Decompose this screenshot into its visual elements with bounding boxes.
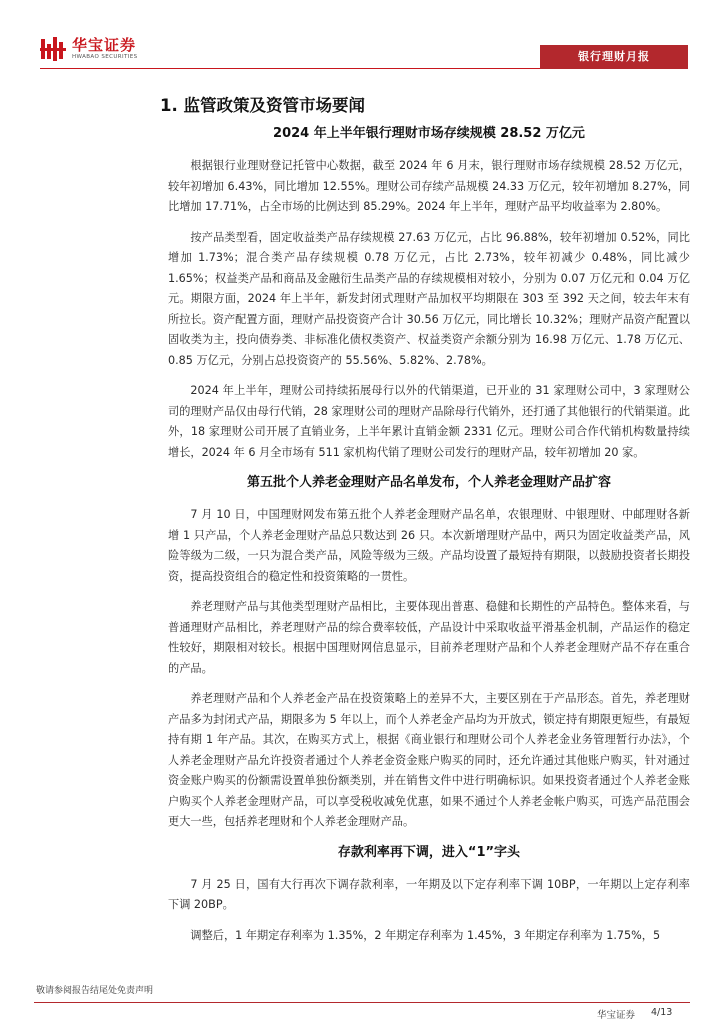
footer-divider bbox=[34, 1002, 690, 1003]
hwabao-logo-icon bbox=[40, 36, 66, 62]
news-subheading: 2024 年上半年银行理财市场存续规模 28.52 万亿元 bbox=[273, 126, 585, 141]
paragraph: 根据银行业理财登记托管中心数据，截至 2024 年 6 月末，银行理财市场存续规模 28.52 万亿元，较年初增加 6.43%，同比增加 12.55%。理财公司存续产品规模 24.33 万亿元，较年初增加 8.27%，同比增加 17.71%，占全市场的比例达到 85.29%。2024 年上半年，理财产品平均收益率为 2.80%。 bbox=[168, 159, 690, 213]
paragraph: 养老理财产品和个人养老金产品在投资策略上的差异不大，主要区别在于产品形态。首先，养老理财产品多为封闭式产品，期限多为 5 年以上，而个人养老金产品均为开放式，锁定持有期限更短些，有最短持有期 1 年产品。其次，在购买方式上，根据《商业银行和理财公司个人养老金业务管理暂行办法》，个人养老金理财产品允许投资者通过个人养老金资金账户购买的同时，还允许通过其他账户购买，针对通过资金账户购买的份额需设置单独份额类别，并在销售文件中进行明确标识。如果投资者通过个人养老金账户购买个人养老金理财产品，可以享受税收减免优惠，如果不通过个人养老金帐户购买，可选产品范围会更大一些，包括养老理财和个人养老金理财产品。 bbox=[168, 692, 690, 828]
paragraph: 7 月 25 日，国有大行再次下调存款利率，一年期及以下定存利率下调 10BP，一年期以上定存利率下调 20BP。 bbox=[168, 877, 690, 911]
page-header bbox=[0, 0, 724, 80]
news-subheading: 第五批个人养老金理财产品名单发布，个人养老金理财产品扩容 bbox=[246, 475, 611, 490]
paragraph: 按产品类型看，固定收益类产品存续规模 27.63 万亿元，占比 96.88%，较年初增加 0.52%，同比增加 1.73%；混合类产品存续规模 0.78 万亿元，占比 2.73%，较年初减少 0.48%，同比减少 1.65%；权益类产品和商品及金融衍生品类产品的存续规模相对较小，分别为 0.07 万亿元和 0.04 万亿元。期限方面，2024 年上半年，新发封闭式理财产品加权平均期限在 303 至 392 天之间，较去年末有所拉长。资产配置方面，理财产品投资资产合计 30.56 万亿元，同比增长 10.32%；理财产品资产配置以固收类为主，投向债券类、非标准化债权类资产、权益类资产余额分别为 16.98 万亿元、1.78 万亿元、0.85 万亿元，分别占总投资资产的 55.56%、5.82%、2.78%。 bbox=[168, 230, 690, 367]
report-type-tag: 银行理财月报 bbox=[540, 45, 688, 69]
logo-name-cn: 华宝证券 bbox=[72, 36, 137, 54]
news-subheading: 存款利率再下调，进入“1”字头 bbox=[337, 844, 521, 860]
footer-company: 华宝证券 bbox=[597, 1010, 636, 1021]
section-title: 1. 监管政策及资管市场要闻 bbox=[160, 96, 365, 115]
paragraph: 2024 年上半年，理财公司持续拓展母行以外的代销渠道，已开业的 31 家理财公司中，3 家理财公司的理财产品仅由母行代销，28 家理财公司的理财产品除母行代销外，还打通了其他银行的代销渠道。此外，18 家理财公司开展了直销业务，上半年累计直销金额 2331 亿元。理财公司合作代销机构数量持续增长，2024 年 6 月全市场有 511 家机构代销了理财公司发行的理财产品，较年初增加 20 家。 bbox=[168, 384, 690, 459]
article-body bbox=[168, 118, 690, 956]
disclaimer-note: 敬请参阅报告结尾处免责声明 bbox=[36, 986, 154, 996]
paragraph: 养老理财产品与其他类型理财产品相比，主要体现出普惠、稳健和长期性的产品特色。整体来看，与普通理财产品相比，养老理财产品的综合费率较低，产品设计中采取收益平滑基金机制，产品运作的稳定性较好，期限相对较长。根据中国理财网信息显示，目前养老理财产品和个人养老金理财产品不存在重合的产品。 bbox=[168, 600, 690, 675]
logo-name-en: HWABAO SECURITIES bbox=[72, 54, 138, 60]
company-logo bbox=[40, 36, 138, 62]
paragraph: 调整后，1 年期定存利率为 1.35%，2 年期定存利率为 1.45%，3 年期定存利率为 1.75%，5 bbox=[190, 928, 661, 942]
page-number: 4/13 bbox=[651, 1007, 673, 1018]
paragraph: 7 月 10 日，中国理财网发布第五批个人养老金理财产品名单，农银理财、中银理财、中邮理财各新增 1 只产品，个人养老金理财产品总只数达到 26 只。本次新增理财产品中，两只为固定收益类产品，风险等级为二级，一只为混合类产品，风险等级为三级。产品均设置了最短持有期限，以鼓励投资者长期投资，提高投资组合的稳定性和投资策略的一贯性。 bbox=[168, 508, 690, 583]
header-divider bbox=[40, 68, 540, 69]
